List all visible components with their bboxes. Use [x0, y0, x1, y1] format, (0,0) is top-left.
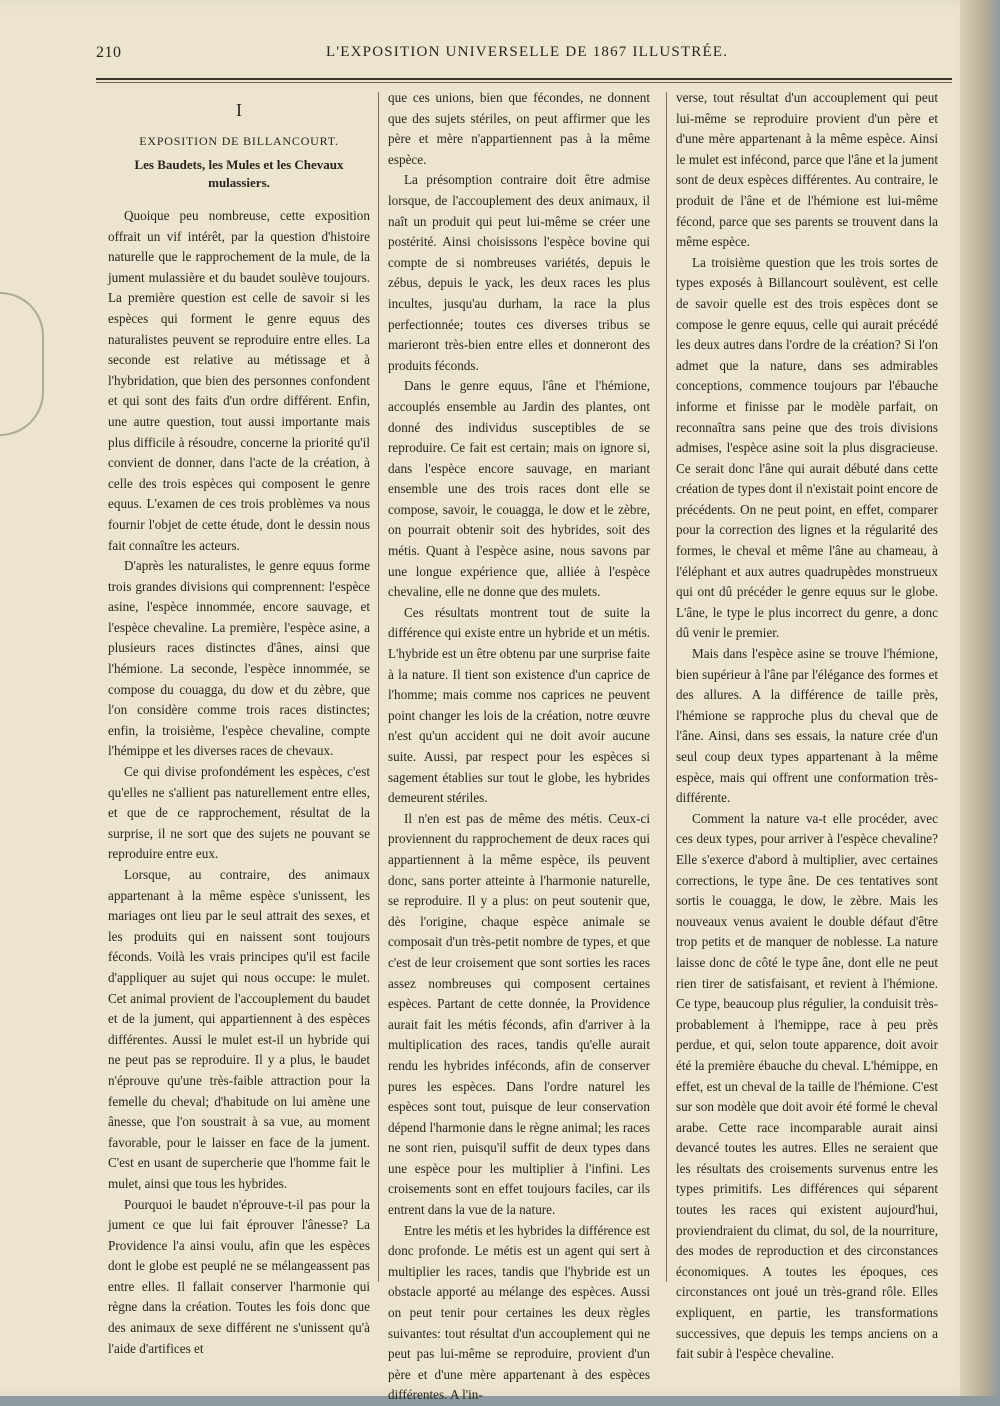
paragraph: verse, tout résultat d'un accouplement qui peut lui-même se reproduire provient d'un père et d'une mère appartenant à la même espèce. Ainsi le mulet est infécond, parce que l'âne et la jument sont de deux espèces différentes. Au contraire, le produit de l'âne et de l'hémione est lui-même fécond, parce que ses parents se trouvent dans la même espèce. [676, 90, 938, 250]
column-2 [388, 88, 650, 1406]
paragraph: Entre les métis et les hybrides la différence est donc profonde. Le métis est un agent qui sert à multiplier les races, tandis que l'hybride est un obstacle apporté au mélange des espèces. Aussi on peut tenir pour certaines les deux règles suivantes: tout résultat d'un accouplement qui ne peut pas lui-même se reproduire, provient d'un père et d'une mère appartenant à des espèces différentes. A l'in- [388, 1222, 650, 1403]
page-edge [960, 0, 1000, 1396]
column-separator-1 [378, 92, 379, 1282]
header-rule [96, 78, 952, 80]
paragraph: Ces résultats montrent tout de suite la différence qui existe entre un hybride et un métis. L'hybride est un être obtenu par une surprise faite à la nature. Il tient son existence d'un caprice de l'homme; mais comme nos caprices ne peuvent point changer les lois de la création, notre œuvre n'est qu'un accident qui ne doit avoir aucune suite. Aussi, par respect pour les espèces si sagement établies sur tout le globe, les hybrides demeurent stériles. [388, 604, 650, 806]
paragraph: Quoique peu nombreuse, cette exposition offrait un vif intérêt, par la question d'histoire naturelle que le rapprochement de la mule, de la jument mulassière et du baudet soulève toujours. La première question est celle de savoir si les espèces qui forment le genre equus des naturalistes peuvent se reproduire entre elles. La seconde est relative au métissage et à l'hybridation, que bien des personnes confondent et qui sont des faits d'un ordre différent. Enfin, une autre question, tout aussi importante mais plus difficile à résoudre, concerne la priorité qu'il convient de donner, dans l'acte de la création, à celle des trois espèces qui composent le genre equus. L'examen de ces trois problèmes va nous fournir l'objet de cette étude, dont le dessin nous fait connaître les acteurs. [108, 208, 370, 553]
paragraph: Mais dans l'espèce asine se trouve l'hémione, bien supérieur à l'âne par l'élégance des formes et des allures. A la différence de taille près, l'hémione se rapproche plus du cheval que de l'âne. Ainsi, dans ses essais, la nature crée d'un seul coup deux types appartenant à la même espèce, mais qui offrent une conformation très-différente. [676, 646, 938, 806]
section-number: I [236, 100, 242, 120]
column-1 [108, 96, 370, 1359]
paragraph: Pourquoi le baudet n'éprouve-t-il pas pour la jument ce que lui fait éprouver l'ânesse? La Providence l'a ainsi voulu, afin que les espèces dont le globe est peuplé ne se mélangeassent pas entre elles. Il fallait conserver l'harmonie qui règne dans la création. Toutes les fois donc que des animaux de sexe différent ne s'unissent qu'à l'aide d'artifices et [108, 1196, 370, 1356]
paragraph: Il n'en est pas de même des métis. Ceux-ci proviennent du rapprochement de deux races qui appartiennent à la même espèce, ils peuvent donc, sans porter atteinte à l'harmonie naturelle, se reproduire. Il y a plus: on peut soutenir que, dès l'origine, chaque espèce animale se composait d'un très-petit nombre de types, et que c'est de leur croisement que sont sorties les races assez nombreuses qui composent certaines espèces. Partant de cette donnée, la Providence aurait fait les métis féconds, afin d'arriver à la multiplication des races, tandis qu'elle aurait rendu les hybrides inféconds, afin de conserver pures les espèces. Dans l'ordre naturel les espèces sont tout, puisque de leur conservation dépend l'harmonie dans le règne animal; les races ne sont rien, puisqu'il suffit de deux types dans une espèce pour les multiplier à l'infini. Les croisements sont en effet toujours faciles, car ils entrent dans la vue de la nature. [388, 810, 650, 1218]
page-number: 210 [96, 44, 122, 61]
publication-title: L'EXPOSITION UNIVERSELLE DE 1867 ILLUSTRÉE. [326, 44, 729, 60]
paragraph: D'après les naturalistes, le genre equus forme trois grandes divisions qui comprennent: l'espèce asine, l'espèce innommée, encore sauvage, et l'espèce chevaline. La première, l'espèce asine, a plusieurs races distinctes d'ânes, ainsi que l'hémione. La seconde, l'espèce innommée, se compose du couagga, du dow et du zèbre, que l'on considère comme trois races distinctes; enfin, la troisième, l'espèce chevaline, compte l'hémippe et les diverses races de chevaux. [108, 558, 370, 759]
section-title: EXPOSITION DE BILLANCOURT. [139, 134, 339, 148]
column-separator-2 [666, 92, 667, 1282]
paragraph: Ce qui divise profondément les espèces, c'est qu'elles ne s'allient pas naturellement entre elles, et que de ce rapprochement, résultat de la surprise, il ne sort que des sujets ne pouvant se reproduire entre eux. [108, 764, 370, 862]
paragraph: La présomption contraire doit être admise lorsque, de l'accouplement des deux animaux, il naît un produit qui peut lui-même se créer une postérité. Ainsi choisissons l'espèce bovine qui compte de si nombreuses variétés, depuis le zébus, depuis le yack, les deux races les plus incultes, jusqu'au durham, la race la plus perfectionnée; toutes ces diverses tribus se marieront très-bien entre elles et donneront des produits féconds. [388, 172, 650, 373]
article-subtitle: Les Baudets, les Mules et les Chevaux mulassiers. [134, 157, 344, 190]
paragraph: Dans le genre equus, l'âne et l'hémione, accouplés ensemble au Jardin des plantes, ont donné des individus susceptibles de se reproduire. Ce fait est certain; mais on ignore si, dans l'espèce encore sauvage, en mariant ensemble une des trois races dont elle se compose, savoir, le couagga, le dow et le zèbre, on pourrait obtenir soit des hybrides, soit des métis. Quant à l'espèce asine, nous savons par une longue expérience que, alliée à l'espèce chevaline, elle ne donne que des mulets. [388, 378, 650, 600]
running-header [96, 44, 946, 68]
paragraph: La troisième question que les trois sortes de types exposés à Billancourt soulèvent, est celle de savoir quelle est des trois espèces dont se compose le genre equus, celle qui aurait précédé les deux autres dans l'ordre de la création? Si l'on admet que la nature, dans ses admirables conceptions, commence toujours par l'ébauche informe et finisse par le modèle parfait, on reconnaîtra sans peine que des trois divisions admises, l'espèce asine soit la plus disgracieuse. Ce serait donc l'âne qui aurait débuté dans cette création de types dont il n'existait point encore de précédents. On ne peut point, en effet, comparer pour la correction des lignes et la régularité des formes, le cheval et même l'âne au chameau, à l'éléphant et aux autres quadrupèdes monstrueux qui ont dû précéder le genre equus sur le globe. L'âne, le type le plus incorrect du genre, a donc dû venir le premier. [676, 254, 938, 641]
column-3 [676, 88, 938, 1365]
paragraph: que ces unions, bien que fécondes, ne donnent que des sujets stériles, on peut affirmer que les père et mère n'appartiennent pas à la même espèce. [388, 90, 650, 167]
binding-clip-mark [0, 292, 44, 436]
paragraph: Comment la nature va-t elle procéder, avec ces deux types, pour arriver à l'espèce chevaline? Elle s'exerce d'abord à multiplier, avec certaines corrections, le type âne. De ces tentatives sont sortis le couagga, le dow, le zèbre. Mais les nouveaux venus avaient le double défaut d'être trop petits et de manquer de noblesse. La nature laisse donc de côté le type âne, dont elle ne peut rien tirer de satisfaisant, et revient à l'hémione. Ce type, beaucoup plus régulier, la conduisit très-probablement à l'hemippe, race à peu près perdue, et qui, selon toute apparence, doit avoir été la première ébauche du cheval. L'hémippe, en effet, est un cheval de la taille de l'hémione. C'est sur son modèle que doit avoir été formé le cheval arabe. Cette race incomparable aurait ainsi devancé toutes les autres. Elles ne seraient que les résultats des croisements survenus entre les types primitifs. Les différences qui séparent toutes les races qui existent aujourd'hui, proviendraient du climat, du sol, de la nourriture, des modes de reproduction et des circonstances économiques. A toutes les époques, ces circonstances ont joué un très-grand rôle. Elles expliquent, en partie, les transformations successives, que depuis les temps anciens on a fait subir à l'espèce chevaline. [676, 810, 938, 1362]
header-rule-thin [96, 82, 952, 83]
paragraph: Lorsque, au contraire, des animaux appartenant à la même espèce s'unissent, les mariages ont lieu par le seul attrait des sexes, et les produits qui en naissent sont toujours féconds. Voilà les vrais principes qu'il est facile d'appliquer au sujet qui nous occupe: le mulet. Cet animal provient de l'accouplement du baudet et de la jument, qui appartiennent à des espèces différentes. Aussi le mulet est-il un hybride qui ne peut pas se reproduire. Il y a plus, le baudet n'éprouve qu'une très-faible attraction pour la femelle du cheval; d'habitude on lui amène une ânesse, que l'on soustrait à sa vue, au moment favorable, pour le laisser en face de la jument. C'est en usant de supercherie que l'homme fait le mulet, ainsi que tous les hybrides. [108, 867, 370, 1191]
